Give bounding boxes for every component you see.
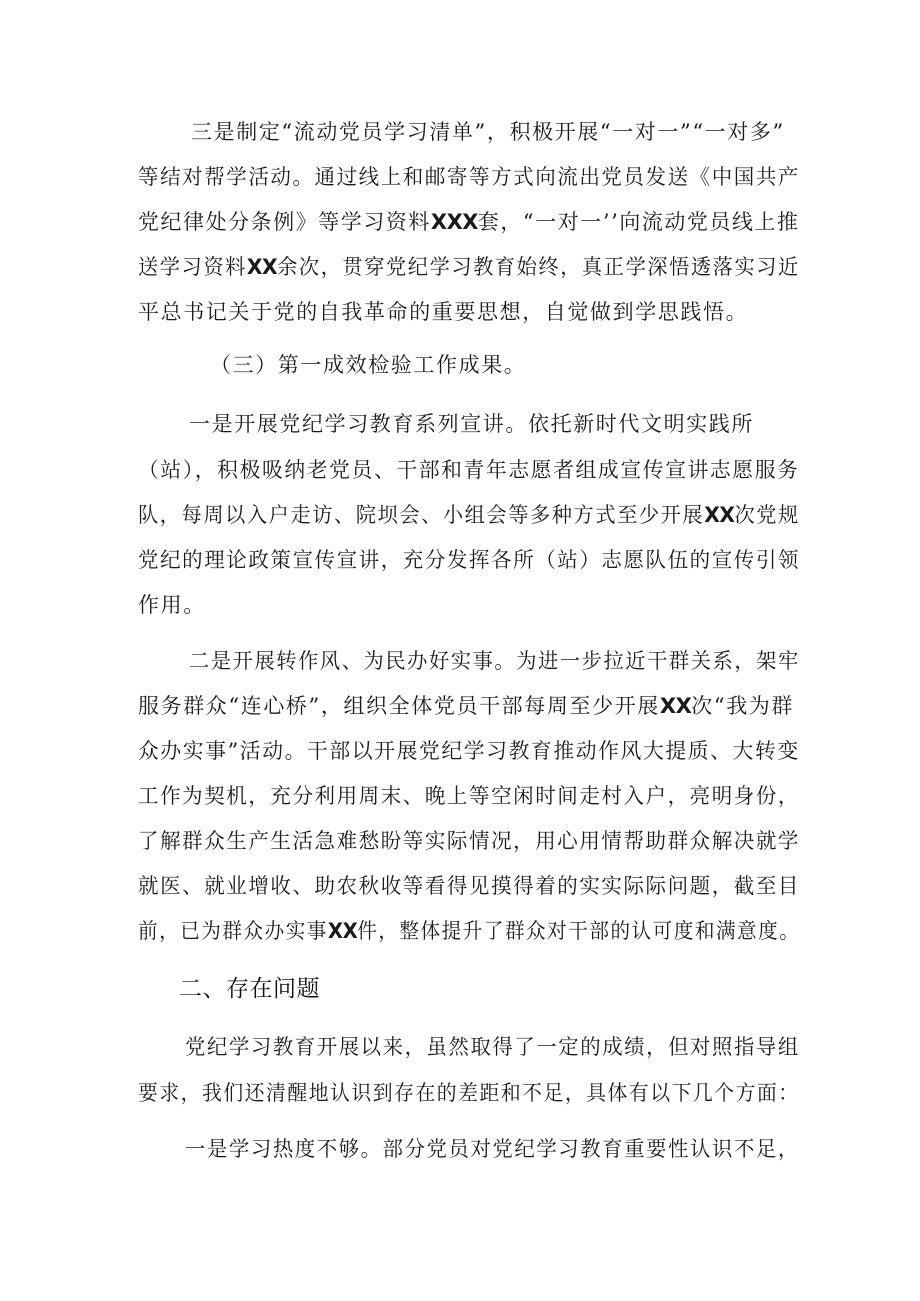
text-line: 众办实事”活动。干部以开展党纪学习教育推动作风大提质、大转变 (138, 739, 800, 763)
text-line: 了解群众生产生活急难愁盼等实际情况，用心用情帮助群众解决就学 (138, 829, 800, 853)
text-line: 作用。 (138, 593, 206, 617)
text-line: 送学习资料XX余次，贯穿党纪学习教育始终，真正学深悟透落实习近 (138, 255, 800, 279)
text-line: 前，已为群众办实事XX件，整体提升了群众对干部的认可度和满意度。 (138, 919, 801, 943)
section-heading-problems: 二、存在问题 (179, 976, 320, 1002)
text-line: 队，每周以入户走访、院坝会、小组会等多种方式至少开展XX次党规 (138, 503, 800, 527)
text-line: 一是开展党纪学习教育系列宣讲。依托新时代文明实践所 (189, 412, 754, 436)
text-line: 服务群众“连心桥”，组织全体党员干部每周至少开展XX次“我为群 (138, 694, 795, 718)
text-line: 等结对帮学活动。通过线上和邮寄等方式向流出党员发送《中国共产 (138, 165, 800, 189)
text-line: 二是开展转作风、为民办好实事。为进一步拉近干群关系，架牢 (189, 649, 800, 673)
subheading-results: （三）第一成效检验工作成果。 (210, 353, 527, 377)
text-line: 党纪律处分条例》等学习资料XXX套，“一对一’’向流动党员线上推 (138, 210, 800, 234)
text-line: 要求，我们还清醒地认识到存在的差距和不足，具体有以下几个方面： (138, 1081, 800, 1105)
text-line: 党纪学习教育开展以来，虽然取得了一定的成绩，但对照指导组 (185, 1035, 800, 1059)
text-line: 党纪的理论政策宣传宣讲，充分发挥各所（站）志愿队伍的宣传引领 (138, 548, 800, 572)
text-line: 工作为契机，充分利用周末、晚上等空闲时间走村入户，亮明身份， (138, 784, 800, 808)
text-line: 平总书记关于党的自我革命的重要思想，自觉做到学思践悟。 (138, 300, 749, 324)
text-line: （站），积极吸纳老党员、干部和青年志愿者组成宣传宣讲志愿服务 (138, 458, 800, 482)
text-line: 就医、就业增收、助农秋收等看得见摸得着的实实际际问题，截至目 (138, 874, 800, 898)
text-line: 一是学习热度不够。部分党员对党纪学习教育重要性认识不足， (185, 1137, 800, 1161)
text-line: 三是制定“流动党员学习清单”，积极开展“一对一”“一对多” (191, 120, 785, 144)
